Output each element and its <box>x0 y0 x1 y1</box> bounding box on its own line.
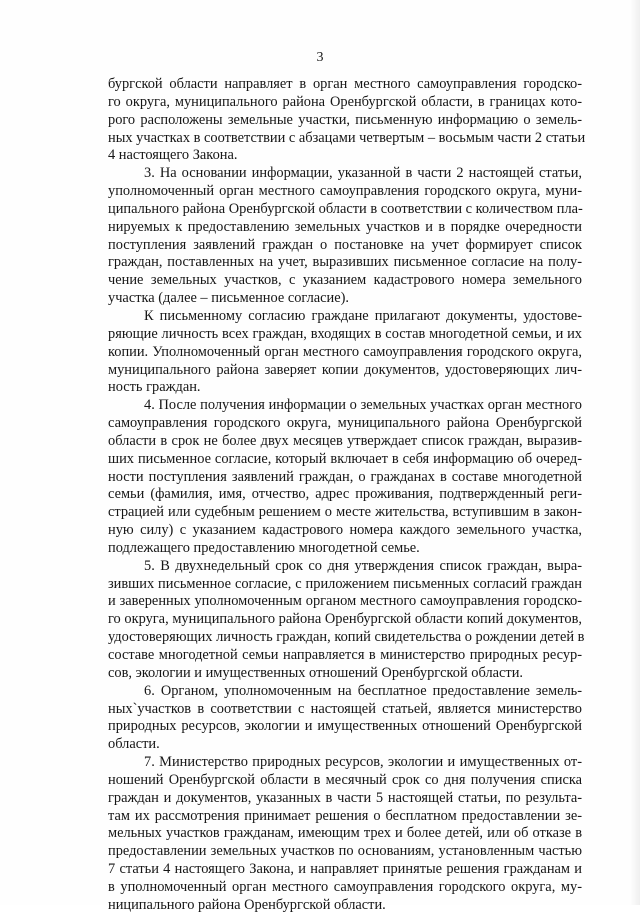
text-line: природных ресурсов, экологии и имущественных отношений Оренбургской <box>108 718 582 735</box>
text-line: чение земельных участков, с указанием кадастрового номера земельного <box>108 272 582 289</box>
text-line: страцией или судебным решением о месте жительства, вступившим в закон- <box>108 504 582 521</box>
text-line: самоуправления городского округа, муниципального района Оренбургской <box>108 415 582 432</box>
text-line: удостоверяющих личность граждан, копий свидетельства о рождении детей в <box>108 629 585 646</box>
page-number: 3 <box>316 50 324 65</box>
text-line: копии. Уполномоченный орган местного самоуправления городского округа, <box>108 343 582 360</box>
text-line: уполномоченный орган местного самоуправления городского округа, муни- <box>108 183 582 200</box>
text-line: бургской области направляет в орган местного самоуправления городско- <box>108 76 582 92</box>
paragraph-p-continuation <box>108 76 586 165</box>
paragraph-p-7 <box>108 754 582 915</box>
paragraph-p-3-consent <box>108 308 582 397</box>
document-body <box>108 76 586 915</box>
text-line: участка (далее – письменное согласие). <box>108 290 350 307</box>
text-line: граждан и документов, указанных в части 5 настоящей статьи, по результа- <box>108 789 582 806</box>
paragraph-p-6 <box>108 683 582 754</box>
text-line: ципального района Оренбургской области в соответствии с количеством пла- <box>108 200 583 217</box>
text-line: ряющие личность всех граждан, входящих в состав многодетной семьи, и их <box>108 325 582 342</box>
text-line: го округа, муниципального района Оренбургской области копий документов, <box>108 611 582 628</box>
paragraph-p-3 <box>108 165 582 308</box>
paragraph-p-4 <box>108 397 582 558</box>
paragraph-p-5 <box>108 557 585 683</box>
text-line: ных участках в соответствии с абзацами четвертым – восьмым части 2 статьи <box>108 129 586 146</box>
text-line: мельных участков гражданам, имеющим трех и более детей, или об отказе в <box>108 825 582 842</box>
text-line: зивших письменное согласие, с приложением письменных согласий граждан <box>108 575 582 592</box>
text-line: там их рассмотрения принимает решения о бесплатном предоставлении зе- <box>108 807 582 824</box>
text-line: ниципального района Оренбургской области. <box>108 896 386 913</box>
text-line: подлежащего предоставлению многодетной семье. <box>108 539 420 556</box>
text-line: К письменному согласию граждане прилагают документы, удостове- <box>144 307 582 324</box>
text-line: муниципального района заверяет копии документов, удостоверяющих лич- <box>108 361 582 378</box>
text-line: предоставлении земельных участков по основаниям, установленным частью <box>108 843 582 860</box>
text-line: и заверенных уполномоченным органом местного самоуправления городско- <box>108 593 582 610</box>
text-line: составе многодетной семьи направляется в министерство природных ресур- <box>108 647 582 663</box>
text-line: 3. На основании информации, указанной в части 2 настоящей статьи, <box>144 165 582 182</box>
text-line: поступления заявлений граждан о постановке на учет формирует список <box>108 236 582 253</box>
text-line: нируемых к предоставлению земельных участков и в порядке очередности <box>108 218 582 235</box>
text-line: сов, экологии и имущественных отношений Оренбургской области. <box>108 664 524 681</box>
text-line: области. <box>108 736 160 753</box>
scan-edge-shadow <box>630 0 640 905</box>
text-line: 7. Министерство природных ресурсов, экологии и имущественных от- <box>144 754 582 771</box>
text-line: в уполномоченный орган местного самоуправления городского округа, му- <box>108 878 582 895</box>
text-line: ности поступления заявлений граждан, о гражданах в составе многодетной <box>108 468 582 485</box>
text-line: 6. Органом, уполномоченным на бесплатное предоставление земель- <box>144 682 582 699</box>
text-line: ших письменное согласие, который включает в себя информацию об очеред- <box>108 450 582 467</box>
text-line: го округа, муниципального района Оренбургской области, в границах кото- <box>108 93 582 110</box>
text-line: 7 статьи 4 настоящего Закона, и направляет принятые решения гражданам и <box>108 861 582 878</box>
text-line: ношений Оренбургской области в месячный срок со дня получения списка <box>108 771 582 788</box>
text-line: граждан, поставленных на учет, выразивших письменное согласие на полу- <box>108 254 582 271</box>
text-line: ность граждан. <box>108 379 201 396</box>
text-line: ную силу) с указанием кадастрового номера каждого земельного участка, <box>108 522 582 539</box>
text-line: 5. В двухнедельный срок со дня утверждения список граждан, выра- <box>144 557 582 574</box>
text-line: рого расположены земельные участки, письменную информацию о земель- <box>108 111 582 128</box>
text-line: области в срок не более двух месяцев утверждает список граждан, выразив- <box>108 432 582 449</box>
text-line: семьи (фамилия, имя, отчество, адрес проживания, подтвержденный реги- <box>108 486 582 503</box>
text-line: 4. После получения информации о земельных участках орган местного <box>144 397 582 414</box>
text-line: ных`участков в соответствии с настоящей статьей, является министерство <box>108 700 582 717</box>
text-line: 4 настоящего Закона. <box>108 147 238 164</box>
